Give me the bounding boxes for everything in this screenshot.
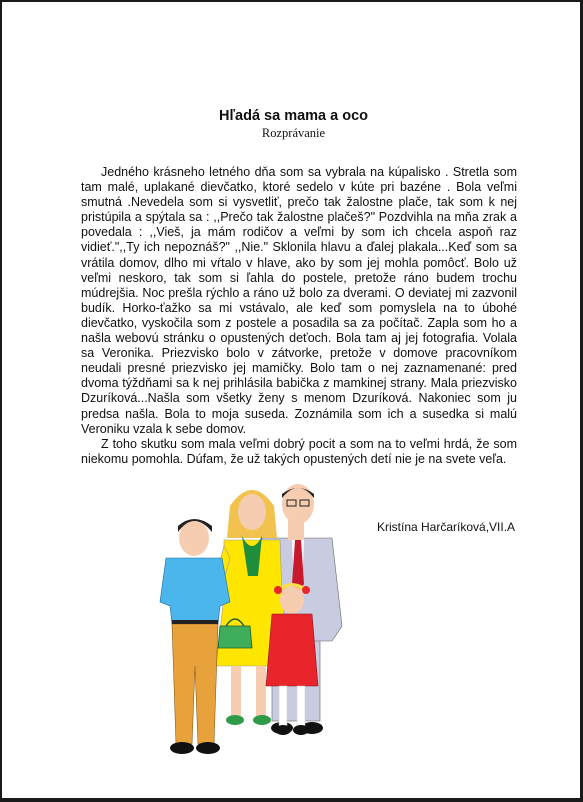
document-title: Hľadá sa mama a oco [218,108,369,124]
family-illustration [132,476,352,766]
author-signature: Kristína Harčaríková,VII.A [377,520,516,534]
paragraph-2: Z toho skutku som mala veľmi dobrý pocit a som na to veľmi hrdá, že som niekomu pomohla. Dúfam, že už takých opustených detí nie je na svete veľa. [81,436,517,466]
document-subtitle: Rozprávanie [261,126,326,140]
story-body [81,165,517,467]
paragraph-1: Jedného krásneho letného dňa som sa vybrala na kúpalisko . Stretla som tam malé, uplakané dievčatko, ktoré sedelo v kúte pri bazéne . Bola veľmi smutná .Nevedela som si vysvetliť, prečo tak žalostne plače, tak som k nej pristúpila a spýtala sa : ,,Prečo tak žalostne plačeš?" Pozdvihla na mňa zrak a povedala : ,,Vieš, ja mám rodičov a veľmi by som ich chcela aspoň raz vidieť.",,Ty ich nepoznáš?" ,,Nie." Sklonila hlavu a ďalej plakala...Keď som sa vrátila domov, dlho mi vŕtalo v hlave, ako by som jej mohla pomôcť. Bolo už veľmi neskoro, tak som si ľahla do postele, pretože ráno budem trochu múdrejšia. Noc prešla rýchlo a ráno už bolo za dverami. O deviatej mi zazvonil budík. Horko-ťažko sa mi vstávalo, ale keď som pomyslela na to úbohé dievčatko, vyskočila som z postele a posadila sa za počítač. Zapla som ho a našla webovú stránku o opustených deťoch. Bola tam aj jej fotografia. Volala sa Veronika. Priezvisko bolo v zátvorke, pretože v domove pracovníkom neudali presné priezvisko jej mamičky. Bolo tam o nej zaznamenané: pred dvoma týždňami sa k nej prihlásila babička z mamkinej strany. Mala priezvisko Dzuríková...Našla som všetky ženy s menom Dzuríková. Nakoniec som ju predsa našla. Bola to moja suseda. Zoznámila som ich a susedka si malú Veroniku vzala k sebe domov. [81,165,517,436]
